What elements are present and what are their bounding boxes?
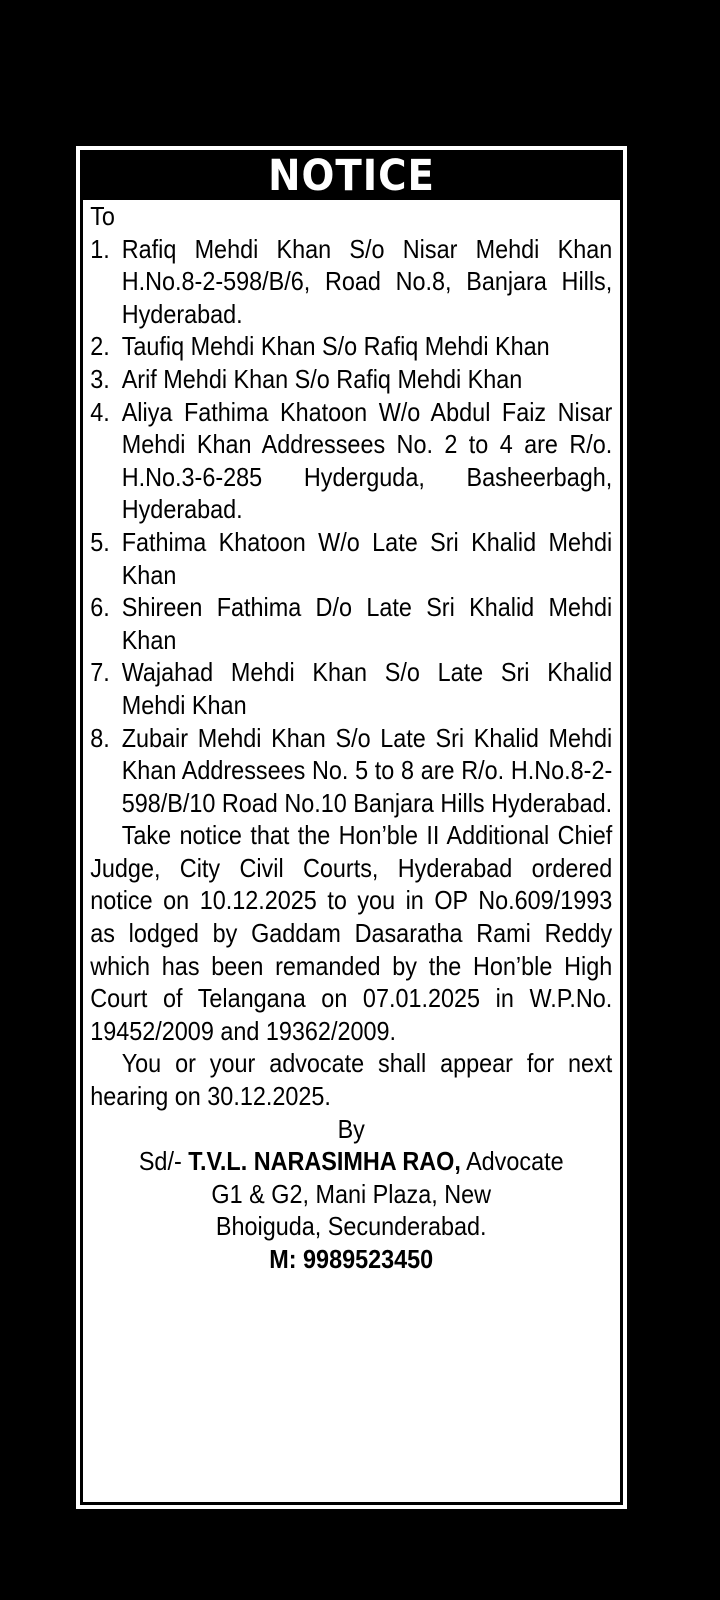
addressee-text: Shireen Fathima D/o Late Sri Khalid Mehdi Khan xyxy=(121,592,613,655)
signature-prefix: Sd/- xyxy=(138,1146,182,1177)
addressee-item-4 xyxy=(90,396,612,526)
addressee-item-1 xyxy=(90,233,612,331)
notice-clipping xyxy=(76,146,627,1509)
notice-body xyxy=(83,200,619,1276)
addressee-number: 7. xyxy=(90,657,110,688)
addressee-item-8 xyxy=(90,722,612,820)
signatory-role: Advocate xyxy=(466,1146,564,1177)
addressee-item-2 xyxy=(90,330,612,363)
signatory-name: T.V.L. NARASIMHA RAO, xyxy=(188,1146,461,1177)
by-line: By xyxy=(337,1113,365,1144)
addressee-number: 8. xyxy=(90,722,110,753)
addressee-item-5 xyxy=(90,526,612,591)
addressee-item-3 xyxy=(90,363,612,396)
notice-paragraph-hearing: You or your advocate shall appear for next hearing on 30.12.2025. xyxy=(90,1048,613,1112)
address-line-2: Bhoiguda, Secunderabad. xyxy=(215,1211,487,1242)
addressee-text: Taufiq Mehdi Khan S/o Rafiq Mehdi Khan xyxy=(121,331,550,362)
mobile-number: M: 9989523450 xyxy=(269,1244,434,1274)
addressee-text: Rafiq Mehdi Khan S/o Nisar Mehdi Khan H.No.8-2-598/B/6, Road No.8, Banjara Hills, Hyderabad. xyxy=(121,233,613,329)
addressee-text: Fathima Khatoon W/o Late Sri Khalid Mehdi Khan xyxy=(121,526,613,590)
addressee-item-7 xyxy=(90,656,612,721)
addressee-text: Wajahad Mehdi Khan S/o Late Sri Khalid Mehdi Khan xyxy=(121,657,613,720)
salutation: To xyxy=(90,201,115,231)
addressee-text: Aliya Fathima Khatoon W/o Abdul Faiz Nisar Mehdi Khan Addressees No. 2 to 4 are R/o. H.No.3-6-285 Hyderguda, Basheerbagh, Hyderabad. xyxy=(121,396,613,525)
addressee-number: 3. xyxy=(90,363,110,394)
address-line-1: G1 & G2, Mani Plaza, New xyxy=(211,1178,492,1209)
addressee-text: Arif Mehdi Khan S/o Rafiq Mehdi Khan xyxy=(121,363,523,394)
signature-line xyxy=(90,1145,612,1178)
notice-paragraph-main: Take notice that the Hon’ble II Additional Chief Judge, City Civil Courts, Hyderabad ordered notice on 10.12.2025 to you in OP No.609/1993 as lodged by Gaddam Dasaratha Rami Reddy which has been remanded by the Hon’ble High Court of Telangana on 07.01.2025 in W.P.No. 19452/2009 and 19362/2009. xyxy=(90,820,613,1046)
addressee-number: 4. xyxy=(90,396,110,427)
notice-title: NOTICE xyxy=(83,153,620,200)
notice-frame xyxy=(80,150,623,1505)
addressee-text: Zubair Mehdi Khan S/o Late Sri Khalid Mehdi Khan Addressees No. 5 to 8 are R/o. H.No.8-2-598/B/10 Road No.10 Banjara Hills Hyderabad. xyxy=(121,722,613,818)
addressee-number: 6. xyxy=(90,592,110,623)
addressee-number: 1. xyxy=(90,233,110,264)
addressee-number: 2. xyxy=(90,331,110,362)
addressee-item-6 xyxy=(90,591,612,656)
addressee-number: 5. xyxy=(90,526,110,557)
